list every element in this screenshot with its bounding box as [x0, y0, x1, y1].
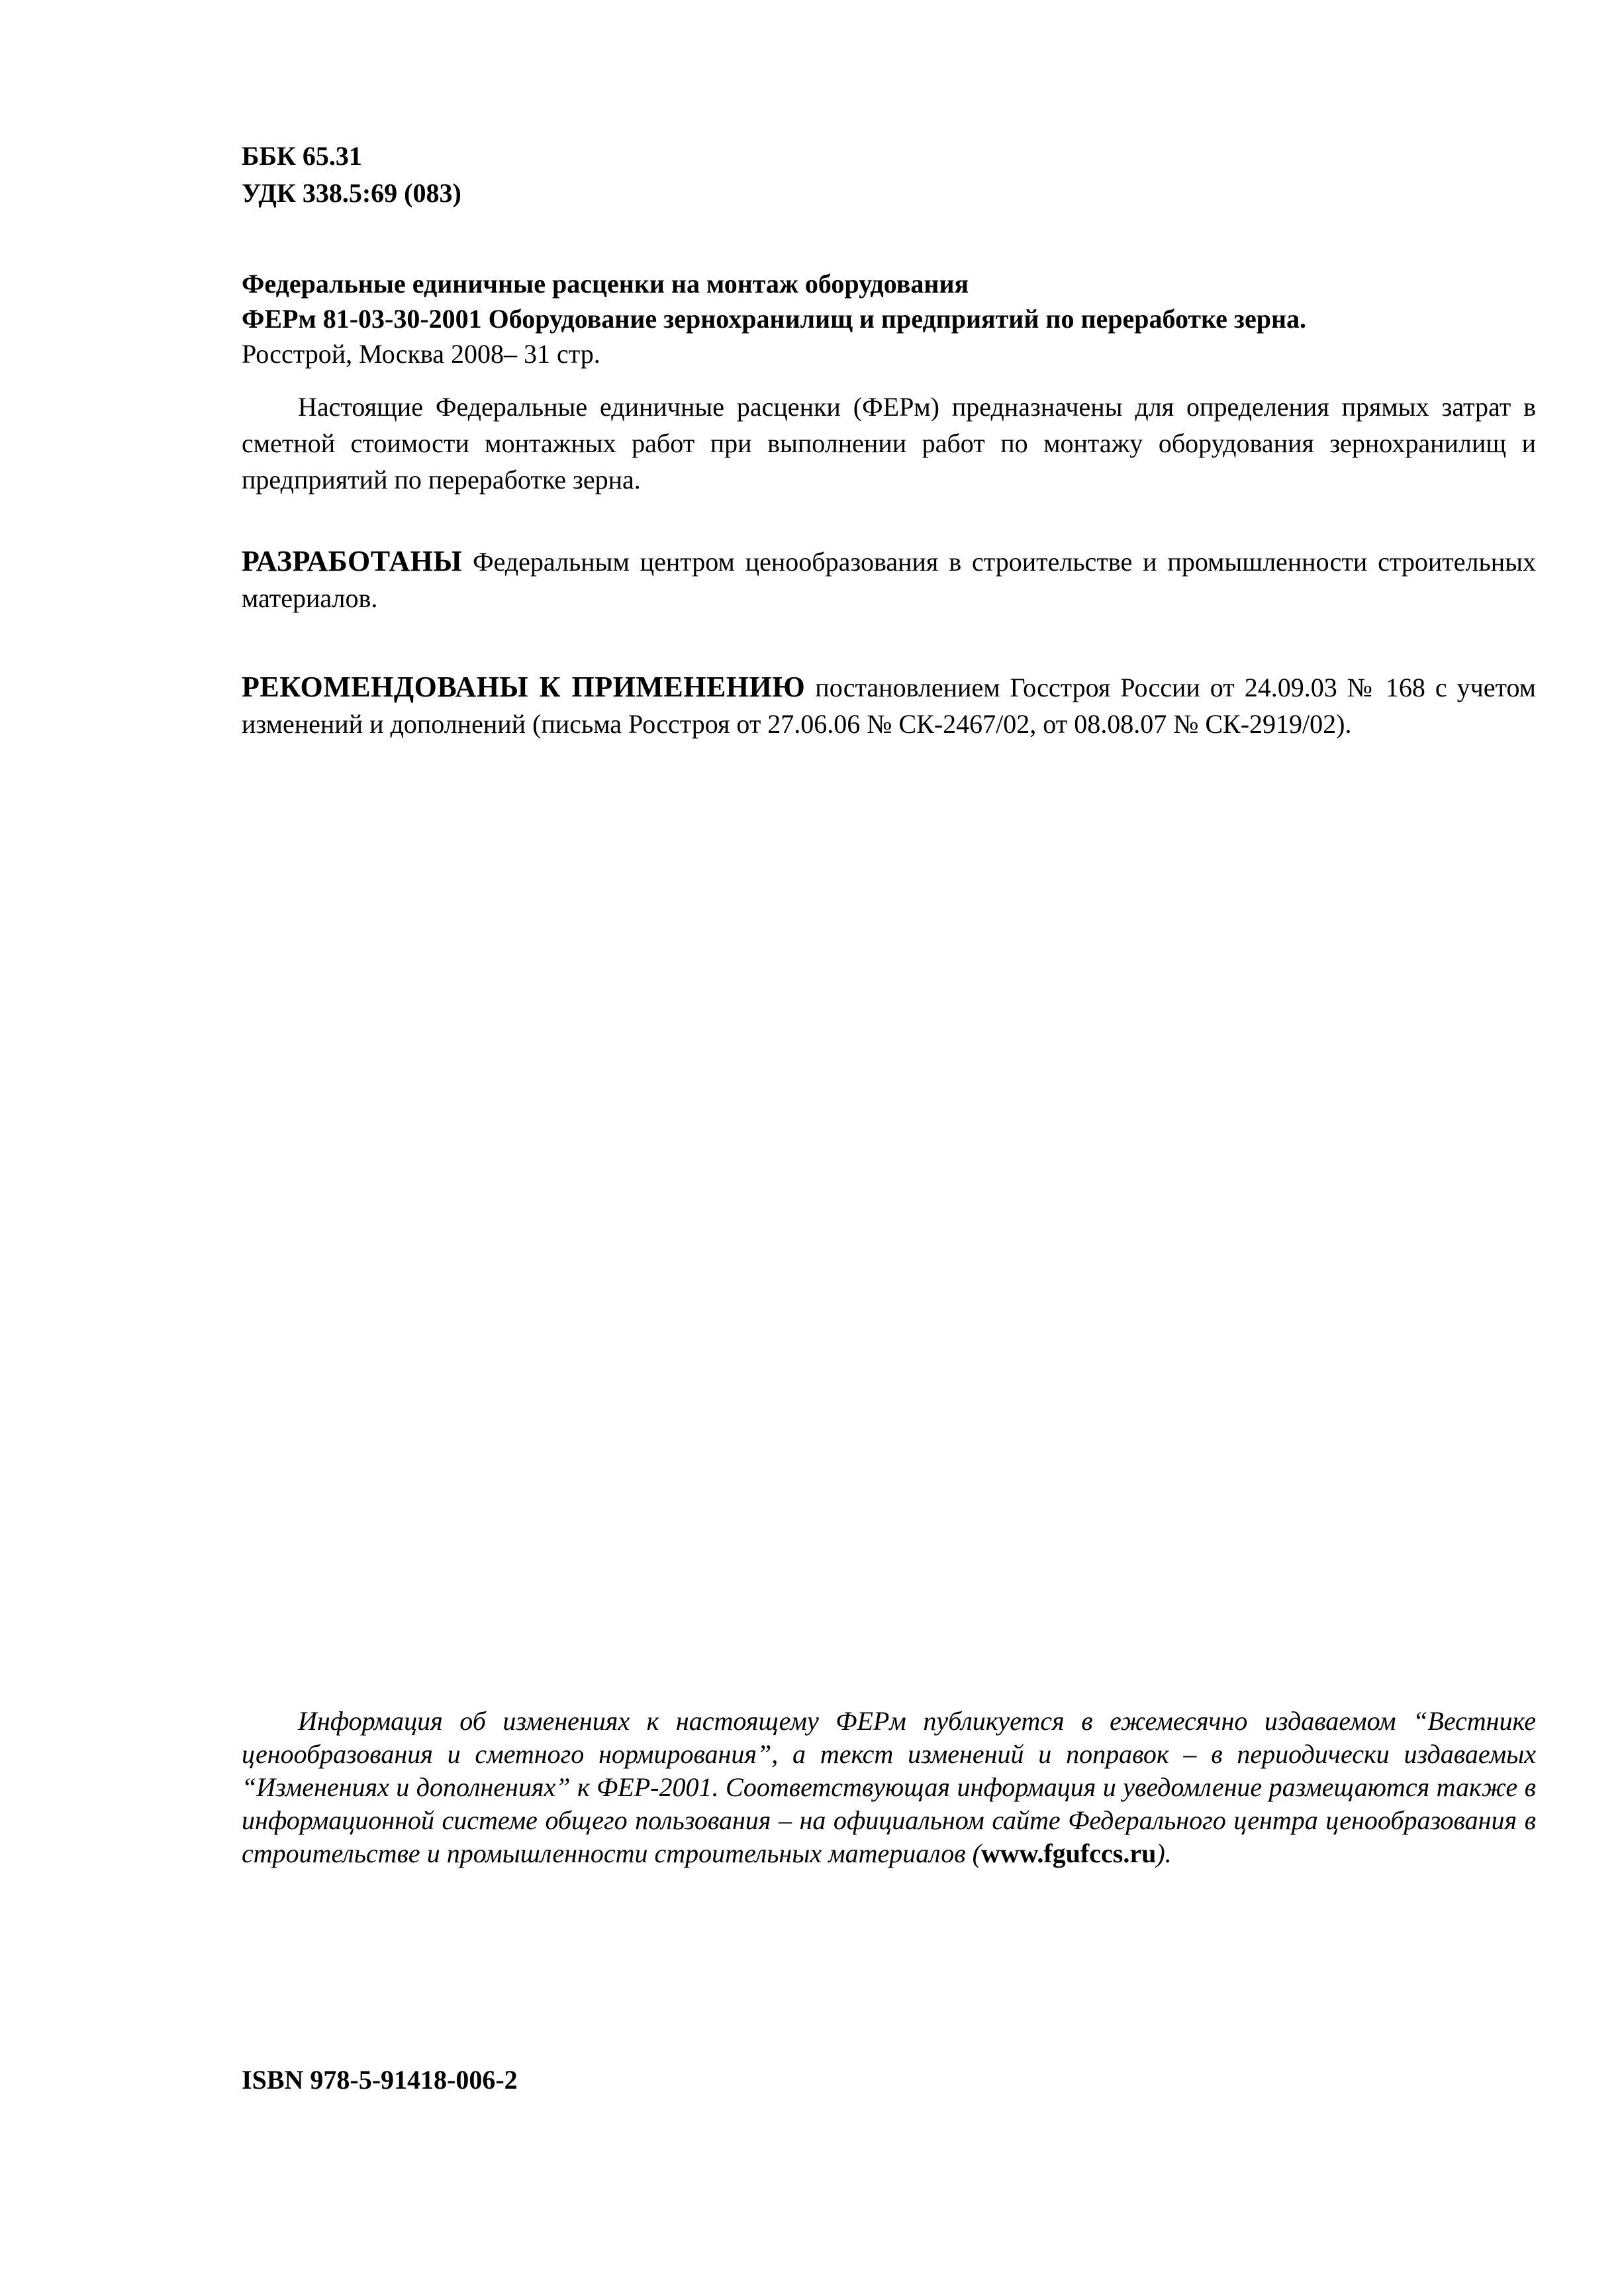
info-tail: ).	[1156, 1838, 1172, 1868]
document-subtitle: ФЕРм 81-03-30-2001 Оборудование зернохранилищ и предприятий по переработке зерна.	[242, 304, 1307, 334]
purpose-paragraph: Настоящие Федеральные единичные расценки (ФЕРм) предназначены для определения прямых затрат в сметной стоимости монтажных работ при выполнении работ по монтажу оборудования зернохранилищ и предприятий по переработке зерна.	[242, 392, 1536, 495]
bibliographic-record	[242, 266, 1559, 371]
developed-text: Федеральным центром ценообразования в строительстве и промышленности строительных материалов.	[242, 547, 1536, 613]
website-link[interactable]: www.fgufccs.ru	[980, 1838, 1157, 1868]
publisher-line: Росстрой, Москва 2008– 31 стр.	[242, 339, 600, 369]
info-paragraph	[242, 1705, 1536, 1870]
info-text: Информация об изменениях к настоящему ФЕРм публикуется в ежемесячно издаваемом “Вестнике ценообразования и сметного нормирования”, а текст изменений и поправок – в периодически издаваемых “Изменениях и дополнениях” к ФЕР-2001. Соответствующая информация и уведомление размещаются также в информационной системе общего пользования – на официальном сайте Федерального центра ценообразования в строительстве и промышленности строительных материалов (	[242, 1706, 1536, 1868]
udk-code: УДК 338.5:69 (083)	[242, 178, 461, 208]
recommended-lead: РЕКОМЕНДОВАНЫ К ПРИМЕНЕНИЮ	[242, 671, 806, 703]
developed-lead: РАЗРАБОТАНЫ	[242, 545, 463, 577]
document-title: Федеральные единичные расценки на монтаж оборудования	[242, 269, 969, 299]
bbk-code: ББК 65.31	[242, 141, 362, 171]
recommended-text: постановлением Госстроя России от 24.09.03 № 168 с учетом изменений и дополнений (письма Росстроя от 27.06.06 № СК-2467/02, от 08.08.07 № СК-2919/02).	[242, 673, 1536, 739]
recommended-paragraph	[242, 669, 1536, 742]
classification-codes	[242, 138, 461, 212]
isbn-number: ISBN 978-5-91418-006-2	[242, 2065, 518, 2095]
developed-paragraph	[242, 543, 1536, 616]
